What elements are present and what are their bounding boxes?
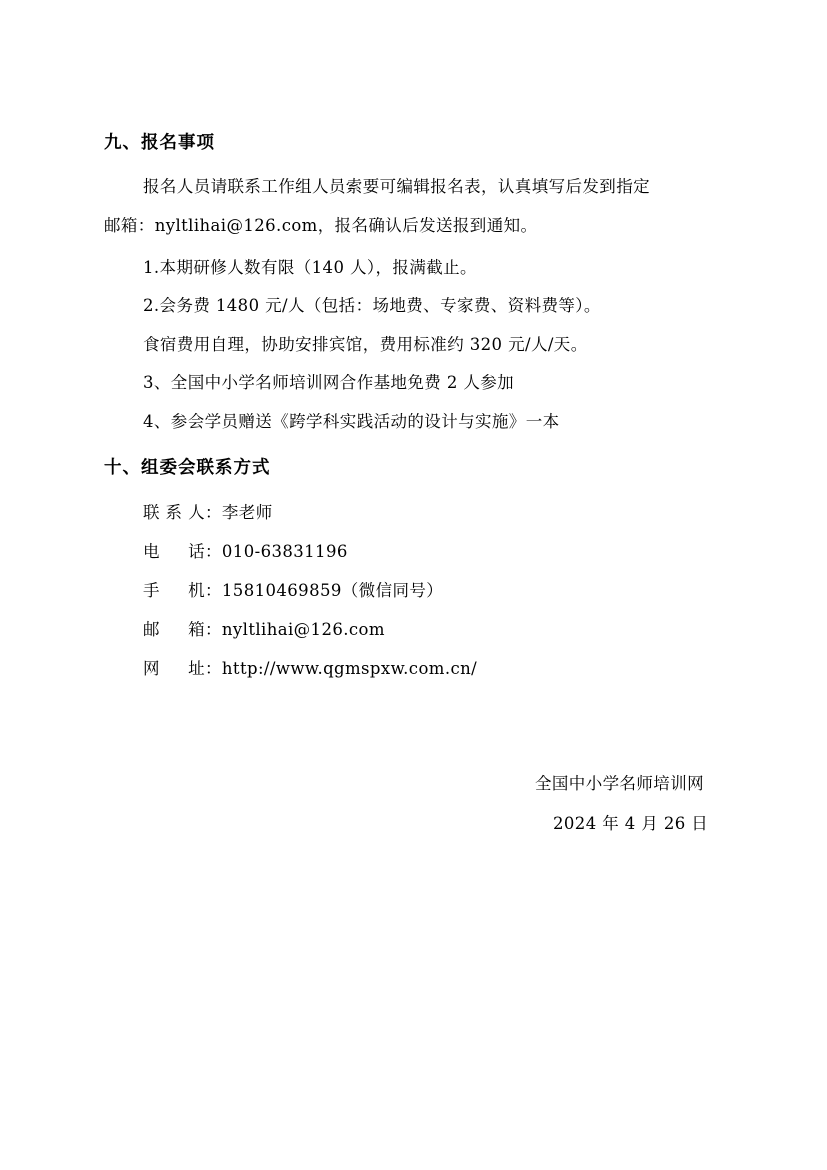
registration-paragraph-line-1: 报名人员请联系工作组人员索要可编辑报名表，认真填写后发到指定	[143, 177, 650, 196]
section-9-heading: 九、报名事项	[104, 133, 215, 153]
contact-website-label: 网 址	[143, 659, 205, 678]
contact-email-value: ：nyltlihai@126.com	[205, 620, 385, 639]
contact-mobile-label: 手 机	[143, 581, 205, 600]
contact-person-row	[143, 502, 273, 524]
contact-phone-value: ：010-63831196	[205, 542, 348, 561]
contact-website-value: ：http://www.qgmspxw.com.cn/	[205, 659, 478, 678]
contact-phone-row	[143, 541, 348, 563]
registration-item-2-note: 食宿费用自理，协助安排宾馆，费用标准约 320 元/人/天。	[143, 335, 588, 354]
section-10-heading: 十、组委会联系方式	[104, 458, 271, 478]
registration-item-4: 4、参会学员赠送《跨学科实践活动的设计与实施》一本	[143, 412, 560, 431]
registration-item-3: 3、全国中小学名师培训网合作基地免费 2 人参加	[143, 373, 515, 392]
signature-organization: 全国中小学名师培训网	[535, 774, 704, 793]
contact-person-label: 联系人	[143, 503, 205, 522]
contact-mobile-row	[143, 580, 443, 602]
signature-date: 2024 年 4 月 26 日	[553, 814, 709, 833]
registration-item-2: 2.会务费 1480 元/人（包括：场地费、专家费、资料费等）。	[143, 296, 601, 315]
contact-phone-label: 电 话	[143, 542, 205, 561]
contact-mobile-value: ：15810469859（微信同号）	[205, 581, 444, 600]
registration-item-1: 1.本期研修人数有限（140 人），报满截止。	[143, 258, 477, 277]
contact-website-row	[143, 658, 477, 680]
contact-email-row	[143, 619, 385, 641]
registration-paragraph-line-2: 邮箱：nyltlihai@126.com，报名确认后发送报到通知。	[104, 216, 538, 235]
contact-email-label: 邮 箱	[143, 620, 205, 639]
contact-person-value: ：李老师	[205, 503, 273, 522]
